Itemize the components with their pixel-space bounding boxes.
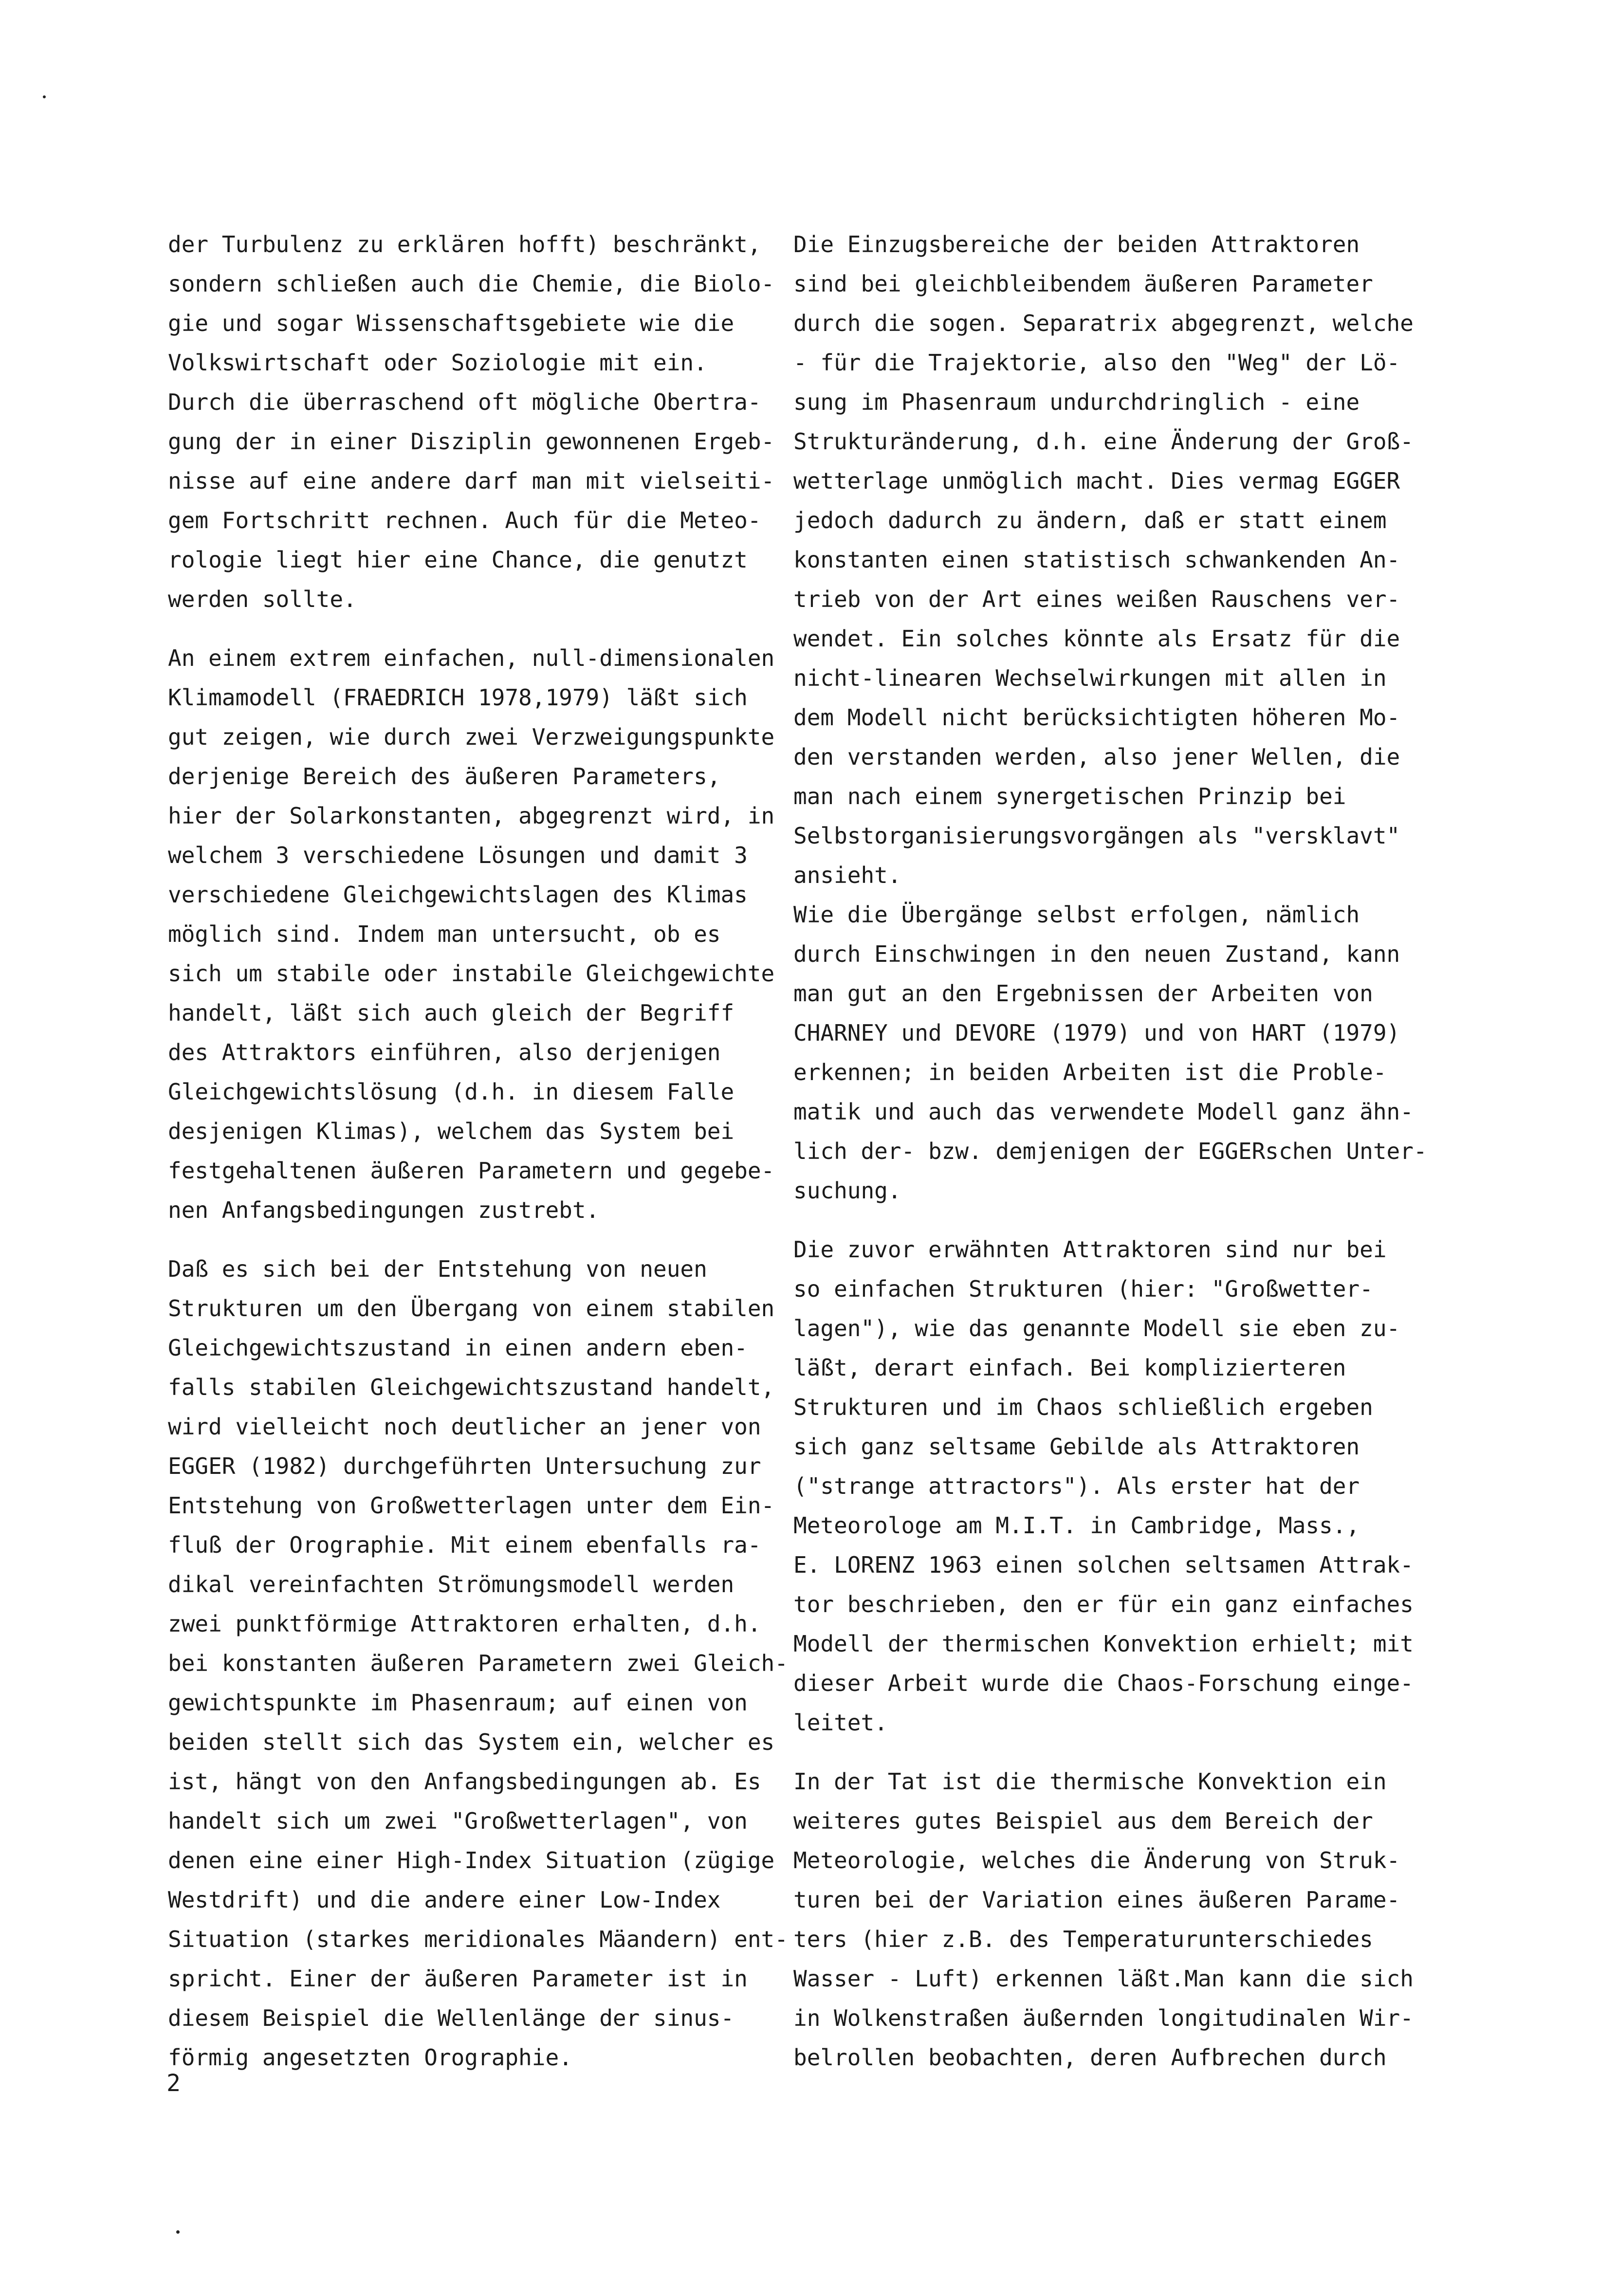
text-line: gung der in einer Disziplin gewonnenen Ergeb- [168, 428, 775, 455]
text-line: Die Einzugsbereiche der beiden Attraktoren [793, 231, 1360, 257]
scan-speck [176, 2230, 180, 2234]
text-line: Wasser - Luft) erkennen läßt.Man kann die sich [793, 1965, 1414, 1992]
text-line: ters (hier z.B. des Temperaturunterschiedes [793, 1926, 1373, 1952]
text-line: gut zeigen, wie durch zwei Verzweigungspunkte [168, 724, 775, 750]
text-line: Meteorologe am M.I.T. in Cambridge, Mass., [793, 1512, 1360, 1539]
text-line: welchem 3 verschiedene Lösungen und damit 3 [168, 842, 748, 868]
text-line: werden sollte. [168, 586, 357, 612]
text-line: CHARNEY und DEVORE (1979) und von HART (1979) [793, 1020, 1400, 1046]
text-line: E. LORENZ 1963 einen solchen seltsamen Attrak- [793, 1552, 1414, 1578]
text-line: Meteorologie, welches die Änderung von Struk- [793, 1847, 1400, 1874]
paragraph-gap [168, 1230, 801, 1249]
paragraph-gap [793, 1211, 1426, 1230]
text-line: sind bei gleichbleibendem äußeren Parameter [793, 271, 1373, 297]
text-line: Volkswirtschaft oder Soziologie mit ein. [168, 349, 707, 376]
text-line: desjenigen Klimas), welchem das System bei [168, 1118, 735, 1144]
paragraph [793, 1230, 1426, 1743]
page-number: 2 [166, 2070, 181, 2097]
text-line: wird vielleicht noch deutlicher an jener von [168, 1414, 761, 1440]
text-line: handelt, läßt sich auch gleich der Begriff [168, 1000, 735, 1026]
text-line: lich der- bzw. demjenigen der EGGERschen Unter- [793, 1138, 1427, 1164]
text-line: matik und auch das verwendete Modell ganz ähn- [793, 1099, 1414, 1125]
scan-speck [43, 95, 46, 98]
text-line: nicht-linearen Wechselwirkungen mit allen in [793, 665, 1387, 691]
text-line: Durch die überraschend oft mögliche Obertra- [168, 389, 761, 415]
text-line: möglich sind. Indem man untersucht, ob es [168, 921, 721, 947]
text-line: Entstehung von Großwetterlagen unter dem Ein- [168, 1492, 775, 1519]
paragraph [168, 225, 801, 619]
text-line: ("strange attractors"). Als erster hat der [793, 1473, 1360, 1499]
text-line: ist, hängt von den Anfangsbedingungen ab. Es [168, 1768, 761, 1795]
text-line: so einfachen Strukturen (hier: "Großwetter- [793, 1276, 1373, 1302]
paragraph [793, 1762, 1426, 2077]
paragraph [793, 225, 1426, 1211]
text-line: An einem extrem einfachen, null-dimensionalen [168, 645, 775, 671]
text-line: förmig angesetzten Orographie. [168, 2044, 572, 2071]
text-line: suchung. [793, 1177, 901, 1204]
text-line: dikal vereinfachten Strömungsmodell werden [168, 1571, 735, 1598]
text-line: in Wolkenstraßen äußernden longitudinalen Wir- [793, 2005, 1414, 2031]
text-line: hier der Solarkonstanten, abgegrenzt wird, in [168, 803, 775, 829]
text-line: Wie die Übergänge selbst erfolgen, nämlich [793, 901, 1360, 928]
text-line: wetterlage unmöglich macht. Dies vermag EGGER [793, 468, 1400, 494]
text-line: Modell der thermischen Konvektion erhielt; mit [793, 1631, 1414, 1657]
text-line: denen eine einer High-Index Situation (zügige [168, 1847, 775, 1874]
text-line: sich um stabile oder instabile Gleichgewichte [168, 960, 775, 987]
text-line: Strukturänderung, d.h. eine Änderung der Groß- [793, 428, 1414, 455]
text-line: spricht. Einer der äußeren Parameter ist in [168, 1965, 748, 1992]
text-line: rologie liegt hier eine Chance, die genutzt [168, 547, 748, 573]
text-line: tor beschrieben, den er für ein ganz einfaches [793, 1591, 1414, 1617]
text-line: nisse auf eine andere darf man mit vielseiti- [168, 468, 775, 494]
text-line: beiden stellt sich das System ein, welcher es [168, 1729, 775, 1755]
text-line: sondern schließen auch die Chemie, die Biolo- [168, 271, 775, 297]
text-line: handelt sich um zwei "Großwetterlagen", von [168, 1808, 748, 1834]
text-line: lagen"), wie das genannte Modell sie eben zu- [793, 1315, 1400, 1341]
text-line: turen bei der Variation eines äußeren Parame- [793, 1887, 1400, 1913]
text-line: konstanten einen statistisch schwankenden An- [793, 547, 1400, 573]
text-line: Die zuvor erwähnten Attraktoren sind nur bei [793, 1236, 1387, 1263]
text-line: derjenige Bereich des äußeren Parameters, [168, 763, 721, 790]
text-line: den verstanden werden, also jener Wellen, die [793, 744, 1400, 770]
paragraph-gap [793, 1743, 1426, 1762]
right-text-column [793, 225, 1426, 2077]
text-line: Selbstorganisierungsvorgängen als "versklavt" [793, 823, 1400, 849]
text-line: gewichtspunkte im Phasenraum; auf einen von [168, 1690, 748, 1716]
text-line: belrollen beobachten, deren Aufbrechen durch [793, 2044, 1387, 2071]
left-text-column [168, 225, 801, 2077]
text-line: nen Anfangsbedingungen zustrebt. [168, 1197, 600, 1223]
text-line: falls stabilen Gleichgewichtszustand handelt, [168, 1374, 775, 1400]
text-line: zwei punktförmige Attraktoren erhalten, d.h. [168, 1611, 761, 1637]
text-line: leitet. [793, 1709, 888, 1736]
text-line: diesem Beispiel die Wellenlänge der sinus- [168, 2005, 735, 2031]
text-line: Gleichgewichtslösung (d.h. in diesem Falle [168, 1079, 735, 1105]
paragraph [168, 1249, 801, 2077]
text-line: festgehaltenen äußeren Parametern und gegebe- [168, 1157, 775, 1184]
paragraph [168, 639, 801, 1230]
text-line: In der Tat ist die thermische Konvektion ein [793, 1768, 1387, 1795]
text-line: Strukturen um den Übergang von einem stabilen [168, 1295, 775, 1322]
text-line: man gut an den Ergebnissen der Arbeiten von [793, 980, 1373, 1007]
text-line: man nach einem synergetischen Prinzip bei [793, 783, 1346, 809]
text-line: sung im Phasenraum undurchdringlich - eine [793, 389, 1360, 415]
text-line: fluß der Orographie. Mit einem ebenfalls ra- [168, 1532, 761, 1558]
text-line: Daß es sich bei der Entstehung von neuen [168, 1256, 707, 1282]
text-line: dem Modell nicht berücksichtigten höheren Mo- [793, 704, 1400, 731]
text-line: jedoch dadurch zu ändern, daß er statt einem [793, 507, 1387, 533]
text-line: trieb von der Art eines weißen Rauschens ver- [793, 586, 1400, 612]
text-line: Strukturen und im Chaos schließlich ergeben [793, 1394, 1373, 1420]
text-line: - für die Trajektorie, also den "Weg" der Lö- [793, 349, 1400, 376]
text-line: durch Einschwingen in den neuen Zustand, kann [793, 941, 1400, 967]
text-line: erkennen; in beiden Arbeiten ist die Proble- [793, 1059, 1387, 1085]
text-line: sich ganz seltsame Gebilde als Attraktoren [793, 1433, 1360, 1460]
text-line: des Attraktors einführen, also derjenigen [168, 1039, 721, 1065]
text-line: gie und sogar Wissenschaftsgebiete wie die [168, 310, 735, 336]
text-line: Situation (starkes meridionales Mäandern) ent- [168, 1926, 788, 1952]
text-line: der Turbulenz zu erklären hofft) beschränkt, [168, 231, 761, 257]
text-line: verschiedene Gleichgewichtslagen des Klimas [168, 882, 748, 908]
text-line: weiteres gutes Beispiel aus dem Bereich der [793, 1808, 1373, 1834]
text-line: EGGER (1982) durchgeführten Untersuchung zur [168, 1453, 761, 1479]
text-line: Westdrift) und die andere einer Low-Index [168, 1887, 721, 1913]
text-line: dieser Arbeit wurde die Chaos-Forschung einge- [793, 1670, 1414, 1696]
text-line: bei konstanten äußeren Parametern zwei Gleich- [168, 1650, 788, 1676]
text-line: durch die sogen. Separatrix abgegrenzt, welche [793, 310, 1414, 336]
text-line: gem Fortschritt rechnen. Auch für die Meteo- [168, 507, 761, 533]
paragraph-gap [168, 619, 801, 639]
text-line: ansieht. [793, 862, 901, 888]
text-line: Gleichgewichtszustand in einen andern eben- [168, 1335, 748, 1361]
text-line: wendet. Ein solches könnte als Ersatz für die [793, 625, 1400, 652]
text-line: läßt, derart einfach. Bei komplizierteren [793, 1355, 1346, 1381]
text-line: Klimamodell (FRAEDRICH 1978,1979) läßt sich [168, 684, 748, 711]
